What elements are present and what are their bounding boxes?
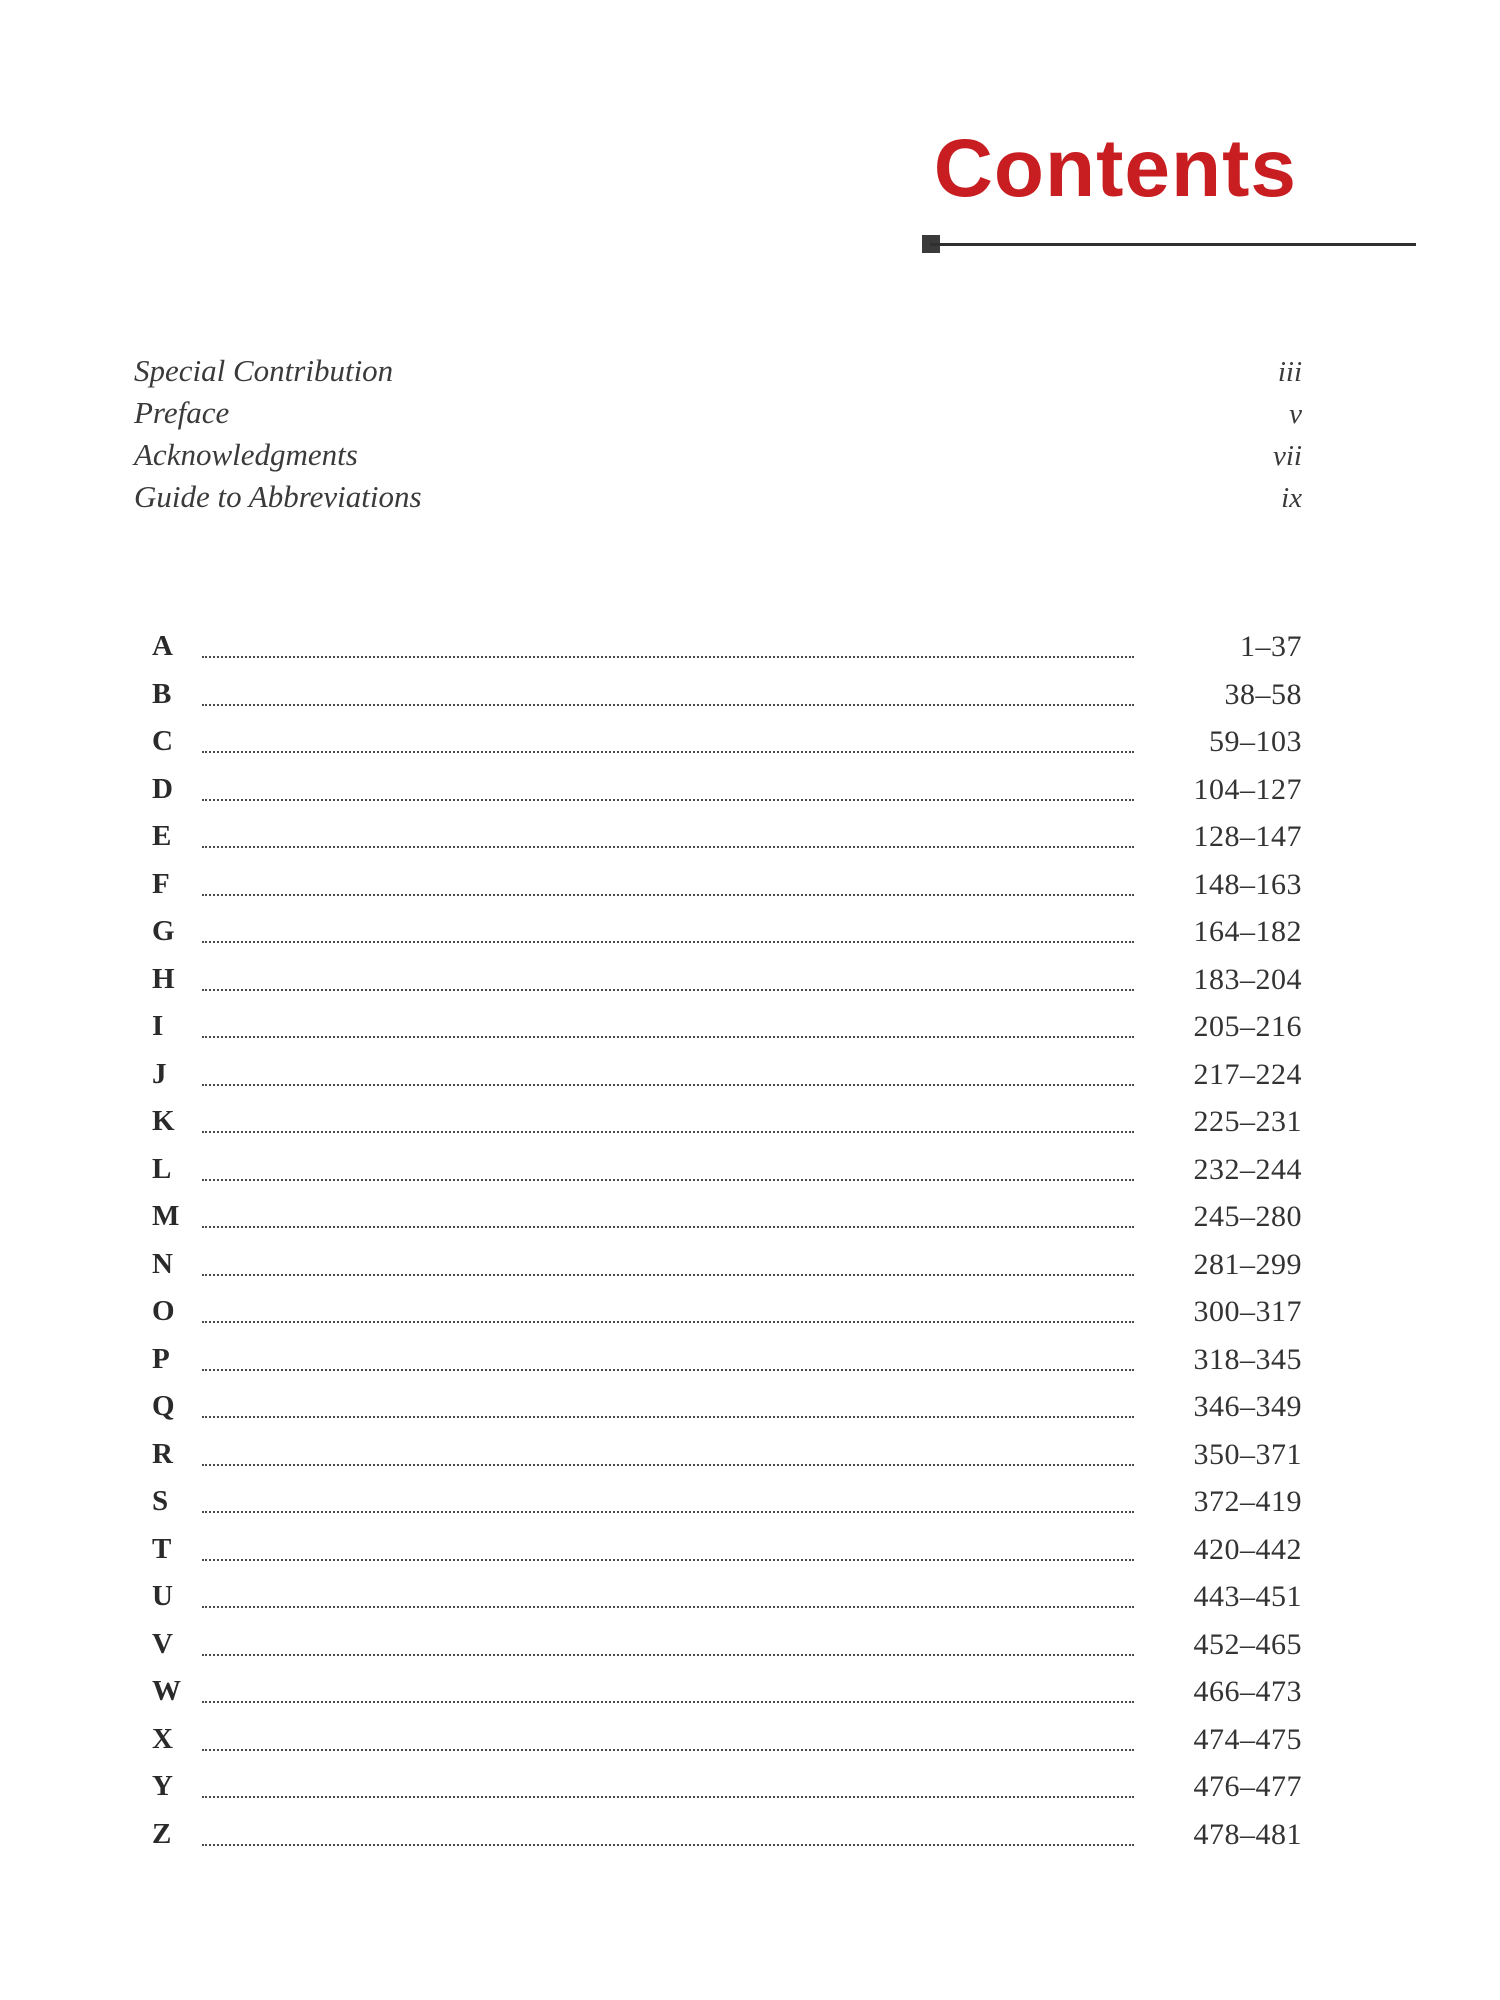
toc-page-range: 225–231 — [1193, 1105, 1302, 1138]
toc-page-range: 478–481 — [1193, 1817, 1302, 1851]
toc-letter: B — [152, 677, 172, 710]
toc-row[interactable] — [152, 1105, 1302, 1153]
toc-letter: A — [152, 630, 173, 662]
dot-leader — [202, 1464, 1134, 1466]
toc-row[interactable] — [152, 773, 1302, 821]
toc-letter: G — [152, 915, 175, 947]
dot-leader — [202, 799, 1134, 801]
toc-letter: X — [152, 1722, 173, 1755]
toc-page-range: 148–163 — [1193, 867, 1302, 901]
toc-letter: H — [152, 962, 175, 995]
front-matter-item[interactable] — [134, 395, 1302, 437]
dot-leader — [202, 656, 1134, 658]
toc-row[interactable] — [152, 820, 1302, 868]
toc-letter: K — [152, 1105, 175, 1137]
toc-page-range: 281–299 — [1193, 1247, 1302, 1281]
front-matter-label: Acknowledgments — [134, 437, 358, 472]
toc-page-range: 1–37 — [1240, 630, 1302, 663]
dot-leader — [202, 1369, 1134, 1371]
toc-row[interactable] — [152, 1723, 1302, 1771]
toc-row[interactable] — [152, 1438, 1302, 1486]
dot-leader — [202, 1511, 1134, 1513]
toc-letter: N — [152, 1247, 173, 1280]
dot-leader — [202, 1844, 1134, 1846]
toc-row[interactable] — [152, 630, 1302, 678]
toc-row[interactable] — [152, 963, 1302, 1011]
front-matter-page: iii — [1277, 356, 1302, 388]
toc-letter: Y — [152, 1770, 173, 1802]
toc-row[interactable] — [152, 1058, 1302, 1106]
toc-page-range: 452–465 — [1193, 1627, 1302, 1661]
toc-page-range: 346–349 — [1193, 1390, 1302, 1423]
front-matter-label: Special Contribution — [134, 353, 394, 388]
toc-letter: F — [152, 867, 170, 900]
dot-leader — [202, 1606, 1134, 1608]
toc-row[interactable] — [152, 1248, 1302, 1296]
toc-letter: U — [152, 1580, 173, 1612]
dot-leader — [202, 1796, 1134, 1798]
dot-leader — [202, 1226, 1134, 1228]
toc-page-range: 183–204 — [1193, 962, 1302, 996]
dot-leader — [202, 941, 1134, 943]
front-matter-page: v — [1289, 398, 1302, 430]
toc-page-range: 443–451 — [1193, 1580, 1302, 1613]
toc-row[interactable] — [152, 1485, 1302, 1533]
dot-leader — [202, 704, 1134, 706]
toc-row[interactable] — [152, 1390, 1302, 1438]
dot-leader — [202, 1274, 1134, 1276]
dot-leader — [202, 1654, 1134, 1656]
toc-letter: D — [152, 772, 173, 805]
front-matter-page: ix — [1281, 482, 1302, 514]
dot-leader — [202, 1321, 1134, 1323]
toc-page-range: 466–473 — [1193, 1675, 1302, 1708]
dot-leader — [202, 846, 1134, 848]
toc-letter: Q — [152, 1390, 175, 1422]
dot-leader — [202, 1749, 1134, 1751]
toc-page-range: 205–216 — [1193, 1010, 1302, 1043]
toc-letter: V — [152, 1627, 173, 1660]
toc-letter: L — [152, 1152, 172, 1185]
toc-row[interactable] — [152, 1200, 1302, 1248]
toc-page-range: 476–477 — [1193, 1770, 1302, 1803]
toc-page-range: 420–442 — [1193, 1532, 1302, 1566]
toc-letter: J — [152, 1057, 167, 1090]
toc-row[interactable] — [152, 1628, 1302, 1676]
dot-leader — [202, 1036, 1134, 1038]
dot-leader — [202, 1701, 1134, 1703]
toc-page-range: 59–103 — [1209, 725, 1302, 758]
toc-row[interactable] — [152, 1010, 1302, 1058]
toc-letter: W — [152, 1675, 181, 1707]
title-rule — [930, 243, 1416, 246]
toc-row[interactable] — [152, 915, 1302, 963]
toc-letter: I — [152, 1010, 164, 1042]
toc-row[interactable] — [152, 868, 1302, 916]
toc-page-range: 38–58 — [1224, 677, 1302, 711]
front-matter-page: vii — [1273, 440, 1302, 472]
toc-letter: C — [152, 725, 173, 757]
alphabetical-section-list — [152, 630, 1302, 1865]
toc-row[interactable] — [152, 1533, 1302, 1581]
toc-page-range: 104–127 — [1193, 772, 1302, 806]
front-matter-item[interactable] — [134, 437, 1302, 479]
front-matter-label: Preface — [134, 395, 230, 430]
toc-row[interactable] — [152, 1580, 1302, 1628]
dot-leader — [202, 989, 1134, 991]
toc-letter: R — [152, 1437, 173, 1470]
toc-page-range: 232–244 — [1193, 1152, 1302, 1186]
toc-row[interactable] — [152, 1770, 1302, 1818]
page-title: Contents — [933, 123, 1297, 214]
toc-page-range: 164–182 — [1193, 915, 1302, 948]
toc-letter: T — [152, 1532, 172, 1565]
toc-letter: E — [152, 820, 172, 852]
toc-letter: S — [152, 1485, 169, 1517]
front-matter-item[interactable] — [134, 353, 1302, 395]
front-matter-item[interactable] — [134, 479, 1302, 521]
toc-row[interactable] — [152, 678, 1302, 726]
toc-page-range: 217–224 — [1193, 1057, 1302, 1091]
dot-leader — [202, 1131, 1134, 1133]
toc-page-range: 128–147 — [1193, 820, 1302, 853]
dot-leader — [202, 894, 1134, 896]
dot-leader — [202, 751, 1134, 753]
toc-row[interactable] — [152, 1675, 1302, 1723]
toc-row[interactable] — [152, 1153, 1302, 1201]
toc-page-range: 372–419 — [1193, 1485, 1302, 1518]
front-matter-list — [134, 353, 1302, 521]
toc-letter: O — [152, 1295, 175, 1327]
toc-page-range: 350–371 — [1193, 1437, 1302, 1471]
dot-leader — [202, 1559, 1134, 1561]
toc-row[interactable] — [152, 1818, 1302, 1866]
toc-page-range: 318–345 — [1193, 1342, 1302, 1376]
toc-letter: M — [152, 1200, 180, 1232]
dot-leader — [202, 1084, 1134, 1086]
toc-row[interactable] — [152, 725, 1302, 773]
dot-leader — [202, 1179, 1134, 1181]
front-matter-label: Guide to Abbreviations — [134, 479, 422, 514]
toc-letter: Z — [152, 1817, 172, 1850]
toc-row[interactable] — [152, 1343, 1302, 1391]
toc-letter: P — [152, 1342, 170, 1375]
toc-row[interactable] — [152, 1295, 1302, 1343]
toc-page-range: 474–475 — [1193, 1722, 1302, 1756]
toc-page-range: 245–280 — [1193, 1200, 1302, 1233]
dot-leader — [202, 1416, 1134, 1418]
toc-page-range: 300–317 — [1193, 1295, 1302, 1328]
